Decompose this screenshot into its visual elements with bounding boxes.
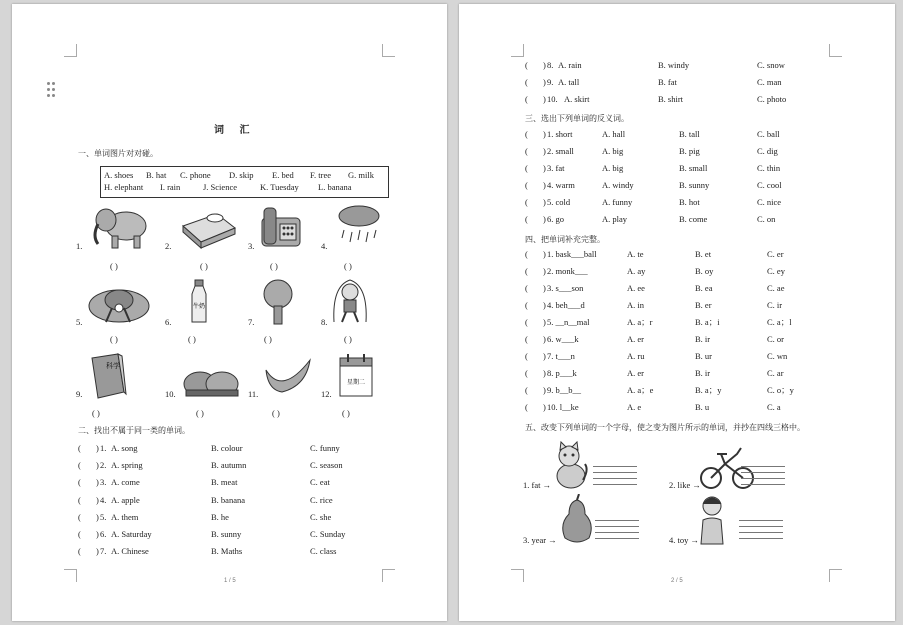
- answer-paren-close: ): [543, 77, 546, 87]
- answer-paren-close: ): [96, 511, 99, 522]
- question-number: 10.: [547, 94, 558, 104]
- answer-paren-open[interactable]: (: [78, 529, 81, 539]
- writing-line[interactable]: [739, 526, 783, 527]
- question-number: 9.: [547, 77, 554, 87]
- option-c: C. snow: [757, 60, 785, 70]
- answer-paren-open[interactable]: (: [525, 266, 528, 276]
- option-a: A. play: [602, 214, 628, 224]
- answer-paren-close: ): [543, 402, 546, 412]
- option-a: A. Saturday: [111, 529, 152, 539]
- pear-icon: [555, 494, 599, 546]
- option-a: A. come: [111, 477, 140, 488]
- word-bank-item: B. hat: [146, 170, 167, 180]
- answer-parentheses[interactable]: ( ): [272, 408, 280, 418]
- answer-paren-close: ): [543, 300, 546, 310]
- option-b: B. fat: [658, 77, 677, 87]
- item-number: 9.: [76, 389, 83, 399]
- option-b: B. Maths: [211, 546, 243, 557]
- option-c: C. a；l: [767, 317, 792, 327]
- answer-paren-close: ): [543, 146, 546, 156]
- page-number: 1 / 5: [224, 578, 236, 584]
- option-a: A. windy: [602, 180, 634, 190]
- answer-paren-close: ): [96, 477, 99, 488]
- word-bank-item: H. elephant: [104, 182, 144, 192]
- phone-icon: [258, 204, 306, 250]
- question-number: 6.: [100, 529, 107, 539]
- answer-paren-close: ): [96, 460, 99, 471]
- skipping-boy-icon: [330, 276, 370, 326]
- option-b: B. a；i: [695, 317, 720, 327]
- option-c: C. photo: [757, 94, 787, 104]
- option-b: B. sunny: [679, 180, 710, 190]
- word-bank-item: L. banana: [318, 182, 352, 192]
- crop-mark: [382, 569, 395, 582]
- option-a: A. skirt: [564, 94, 590, 104]
- elephant-icon: [90, 204, 150, 250]
- answer-paren-close: ): [543, 385, 546, 395]
- option-a: A. ay: [627, 266, 646, 276]
- hat-icon: [86, 278, 152, 326]
- answer-paren-open[interactable]: (: [525, 214, 528, 224]
- section-1-heading: 一、单词图片对对碰。: [78, 149, 158, 158]
- option-b: B. ur: [695, 351, 712, 361]
- option-c: C. ball: [757, 129, 780, 139]
- crop-mark: [511, 44, 524, 57]
- answer-paren-open[interactable]: (: [525, 163, 528, 173]
- option-c: C. she: [310, 511, 332, 522]
- question-word: 1. short: [547, 129, 573, 139]
- answer-paren-close: ): [543, 197, 546, 207]
- answer-paren-open[interactable]: (: [525, 334, 528, 344]
- writing-line[interactable]: [741, 484, 785, 485]
- option-a: A. apple: [111, 494, 140, 505]
- word-bank-item: E. bed: [272, 170, 294, 180]
- answer-paren-close: ): [96, 494, 99, 505]
- crop-mark: [829, 569, 842, 582]
- fill-in-word: 10. l__ke: [547, 402, 579, 412]
- fill-in-word: 1. bask___ball: [547, 249, 597, 259]
- option-a: A. hall: [602, 129, 626, 139]
- milk-label: 牛奶: [192, 303, 206, 310]
- rewrite-item-label: 1. fat →: [523, 480, 552, 490]
- option-b: B. pig: [679, 146, 700, 156]
- question-number: 3.: [100, 477, 107, 488]
- answer-paren-close: ): [96, 546, 99, 557]
- option-a: A. rain: [558, 60, 582, 70]
- item-number: 3.: [248, 241, 255, 251]
- answer-paren-close: ): [543, 266, 546, 276]
- option-c: C. ae: [767, 283, 785, 293]
- option-b: B. et: [695, 249, 712, 259]
- crop-mark: [382, 44, 395, 57]
- answer-paren-close: ): [543, 317, 546, 327]
- question-word: 4. warm: [547, 180, 575, 190]
- answer-paren-open[interactable]: (: [525, 300, 528, 310]
- option-a: A. funny: [602, 197, 633, 207]
- question-number: 8.: [547, 60, 554, 70]
- option-a: A. song: [111, 443, 138, 453]
- answer-paren-close: ): [543, 60, 546, 70]
- answer-paren-close: ): [543, 249, 546, 259]
- option-b: B. er: [695, 300, 712, 310]
- word-bank-item: D. skip: [229, 170, 254, 180]
- fill-in-word: 4. beh___d: [547, 300, 585, 310]
- fill-in-word: 6. w___k: [547, 334, 579, 344]
- option-c: C. wn: [767, 351, 788, 361]
- rain-cloud-icon: [336, 202, 382, 248]
- item-number: 1.: [76, 241, 83, 251]
- answer-paren-close: ): [96, 443, 99, 453]
- answer-parentheses[interactable]: ( ): [110, 261, 118, 271]
- section-2-heading: 二、找出不属于同一类的单词。: [78, 426, 190, 435]
- item-number: 2.: [165, 241, 172, 251]
- crop-mark: [511, 569, 524, 582]
- writing-line[interactable]: [739, 520, 783, 521]
- fill-in-word: 7. t___n: [547, 351, 575, 361]
- answer-parentheses[interactable]: ( ): [344, 261, 352, 271]
- calendar-label: 星期二: [346, 379, 366, 386]
- fill-in-word: 5. __n__mal: [547, 317, 590, 327]
- option-a: A. in: [627, 300, 644, 310]
- section-5-heading: 五、改变下列单词的一个字母，使之变为图片所示的单词，并抄在四线三格中。: [525, 423, 805, 432]
- drag-handle-icon[interactable]: [47, 82, 55, 98]
- answer-parentheses[interactable]: ( ): [188, 334, 196, 344]
- word-bank-item: K. Tuesday: [260, 182, 299, 192]
- writing-line[interactable]: [741, 472, 785, 473]
- option-a: A. ee: [627, 283, 645, 293]
- rewrite-item-label: 3. year →: [523, 535, 557, 545]
- option-a: A. a；r: [627, 317, 653, 327]
- word-bank-item: J. Science: [203, 182, 237, 192]
- option-b: B. sunny: [211, 529, 242, 539]
- fill-in-word: 9. b__b__: [547, 385, 581, 395]
- option-b: B. small: [679, 163, 708, 173]
- option-b: B. u: [695, 402, 710, 412]
- writing-line[interactable]: [595, 526, 639, 527]
- option-a: A. er: [627, 334, 644, 344]
- bed-icon: [177, 204, 239, 250]
- answer-paren-open[interactable]: (: [525, 77, 528, 87]
- word-bank-item: A. shoes: [104, 170, 134, 180]
- option-c: C. ey: [767, 266, 785, 276]
- question-word: 6. go: [547, 214, 564, 224]
- tree-icon: [258, 278, 298, 326]
- option-c: C. ir: [767, 300, 783, 310]
- answer-paren-close: ): [543, 334, 546, 344]
- writing-line[interactable]: [593, 472, 637, 473]
- option-b: B. autumn: [211, 460, 247, 471]
- fill-in-word: 3. s___son: [547, 283, 584, 293]
- answer-paren-open[interactable]: (: [525, 351, 528, 361]
- answer-paren-open[interactable]: (: [525, 94, 528, 104]
- option-b: B. shirt: [658, 94, 684, 104]
- item-number: 4.: [321, 241, 328, 251]
- writing-line[interactable]: [739, 538, 783, 539]
- answer-paren-open[interactable]: (: [525, 368, 528, 378]
- writing-line[interactable]: [741, 478, 785, 479]
- question-number: 2.: [100, 460, 107, 471]
- document-page-1: [12, 4, 447, 621]
- answer-paren-close: ): [543, 129, 546, 139]
- science-book-icon: [88, 352, 128, 400]
- option-c: C. a: [767, 402, 781, 412]
- answer-paren-close: ): [96, 529, 99, 539]
- section-4-heading: 四、把单词补充完整。: [525, 235, 605, 244]
- banana-icon: [262, 356, 314, 398]
- option-b: B. ir: [695, 334, 711, 344]
- option-b: B. come: [679, 214, 708, 224]
- item-number: 5.: [76, 317, 83, 327]
- option-c: C. funny: [310, 443, 340, 453]
- option-a: A. big: [602, 146, 624, 156]
- question-number: 1.: [100, 443, 107, 453]
- option-b: B. colour: [211, 443, 243, 453]
- answer-paren-open[interactable]: (: [78, 477, 81, 488]
- answer-paren-close: ): [543, 180, 546, 190]
- rewrite-item-label: 4. toy →: [669, 535, 699, 545]
- crop-mark: [64, 44, 77, 57]
- shoes-icon: [180, 360, 244, 400]
- answer-paren-open[interactable]: (: [525, 197, 528, 207]
- question-number: 7.: [100, 546, 107, 557]
- answer-paren-close: ): [543, 283, 546, 293]
- word-bank-item: C. phone: [180, 170, 211, 180]
- option-a: A. big: [602, 163, 624, 173]
- answer-paren-open[interactable]: (: [78, 494, 81, 505]
- option-b: B. meat: [211, 477, 238, 488]
- answer-parentheses[interactable]: ( ): [196, 408, 204, 418]
- option-b: B. tall: [679, 129, 700, 139]
- option-c: C. nice: [757, 197, 782, 207]
- answer-parentheses[interactable]: ( ): [200, 261, 208, 271]
- answer-paren-close: ): [543, 94, 546, 104]
- answer-paren-open[interactable]: (: [525, 146, 528, 156]
- answer-paren-open[interactable]: (: [525, 60, 528, 70]
- option-a: A. tall: [558, 77, 580, 87]
- answer-parentheses[interactable]: ( ): [344, 334, 352, 344]
- option-c: C. class: [310, 546, 337, 557]
- option-c: C. ar: [767, 368, 784, 378]
- option-a: A. a；e: [627, 385, 654, 395]
- option-a: A. e: [627, 402, 642, 412]
- writing-line[interactable]: [739, 532, 783, 533]
- answer-paren-open[interactable]: (: [78, 460, 81, 471]
- question-number: 5.: [100, 511, 107, 522]
- item-number: 11.: [248, 389, 259, 399]
- milk-bottle-icon: [188, 278, 210, 326]
- answer-paren-close: ): [543, 351, 546, 361]
- answer-paren-close: ): [543, 214, 546, 224]
- answer-parentheses[interactable]: ( ): [110, 334, 118, 344]
- item-number: 6.: [165, 317, 172, 327]
- answer-paren-open[interactable]: (: [525, 402, 528, 412]
- answer-paren-close: ): [543, 163, 546, 173]
- option-b: B. ir: [695, 368, 711, 378]
- boy-icon: [697, 494, 727, 546]
- writing-line[interactable]: [593, 466, 637, 467]
- question-number: 4.: [100, 494, 107, 505]
- option-c: C. thin: [757, 163, 781, 173]
- writing-line[interactable]: [595, 538, 639, 539]
- option-b: B. ea: [695, 283, 713, 293]
- answer-parentheses[interactable]: ( ): [92, 408, 100, 418]
- document-page-2: [459, 4, 895, 621]
- answer-paren-open[interactable]: (: [525, 180, 528, 190]
- crop-mark: [64, 569, 77, 582]
- writing-line[interactable]: [593, 484, 637, 485]
- book-label: 科学: [106, 362, 120, 370]
- answer-paren-close: ): [543, 368, 546, 378]
- option-b: B. he: [211, 511, 229, 522]
- answer-paren-open[interactable]: (: [525, 317, 528, 327]
- option-b: B. windy: [658, 60, 690, 70]
- item-number: 10.: [165, 389, 176, 399]
- cat-icon: [551, 440, 589, 490]
- option-c: C. o；y: [767, 385, 794, 395]
- word-bank-item: I. rain: [160, 182, 181, 192]
- word-bank-item: G. milk: [348, 170, 374, 180]
- option-c: C. cool: [757, 180, 782, 190]
- crop-mark: [829, 44, 842, 57]
- option-a: A. Chinese: [111, 546, 149, 557]
- fill-in-word: 2. monk___: [547, 266, 588, 276]
- answer-paren-open[interactable]: (: [78, 511, 81, 522]
- option-a: A. er: [627, 368, 644, 378]
- option-c: C. on: [757, 214, 776, 224]
- answer-paren-open[interactable]: (: [525, 249, 528, 259]
- option-c: C. rice: [310, 494, 333, 505]
- answer-parentheses[interactable]: ( ): [342, 408, 350, 418]
- option-c: C. eat: [310, 477, 330, 488]
- rewrite-item-label: 2. like →: [669, 480, 701, 490]
- writing-line[interactable]: [595, 532, 639, 533]
- answer-parentheses[interactable]: ( ): [270, 261, 278, 271]
- answer-paren-open[interactable]: (: [525, 283, 528, 293]
- page-number: 2 / 5: [671, 578, 683, 584]
- answer-paren-open[interactable]: (: [78, 546, 81, 557]
- item-number: 12.: [321, 389, 332, 399]
- answer-parentheses[interactable]: ( ): [264, 334, 272, 344]
- answer-paren-open[interactable]: (: [525, 129, 528, 139]
- fill-in-word: 8. p___k: [547, 368, 577, 378]
- question-word: 3. fat: [547, 163, 565, 173]
- option-a: A. ru: [627, 351, 645, 361]
- option-b: B. a；y: [695, 385, 722, 395]
- question-word: 5. cold: [547, 197, 571, 207]
- question-word: 2. small: [547, 146, 574, 156]
- calendar-icon: [338, 352, 374, 398]
- option-b: B. banana: [211, 494, 245, 505]
- option-b: B. oy: [695, 266, 714, 276]
- option-a: A. spring: [111, 460, 143, 471]
- word-bank-item: F. tree: [310, 170, 332, 180]
- option-c: C. Sunday: [310, 529, 346, 539]
- writing-line[interactable]: [741, 466, 785, 467]
- page-title: 词 汇: [214, 125, 256, 136]
- writing-line[interactable]: [593, 478, 637, 479]
- option-b: B. hot: [679, 197, 700, 207]
- option-c: C. dig: [757, 146, 778, 156]
- section-3-heading: 三、选出下列单词的反义词。: [525, 114, 629, 123]
- option-a: A. them: [111, 511, 139, 522]
- option-c: C. man: [757, 77, 782, 87]
- item-number: 8.: [321, 317, 328, 327]
- writing-line[interactable]: [595, 520, 639, 521]
- option-a: A. te: [627, 249, 644, 259]
- answer-paren-open[interactable]: (: [525, 385, 528, 395]
- option-c: C. season: [310, 460, 343, 471]
- item-number: 7.: [248, 317, 255, 327]
- option-c: C. or: [767, 334, 784, 344]
- answer-paren-open[interactable]: (: [78, 443, 81, 453]
- option-c: C. er: [767, 249, 784, 259]
